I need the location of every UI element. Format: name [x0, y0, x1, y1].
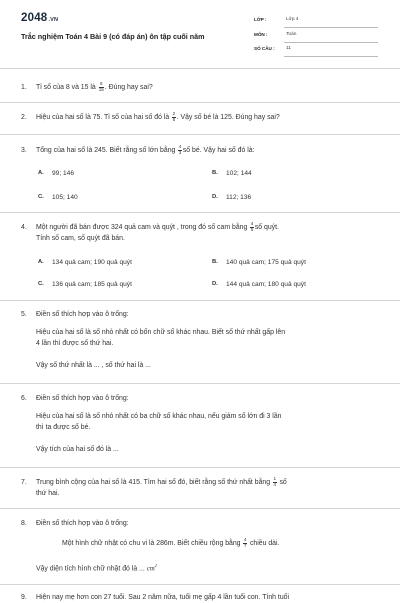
unit-exponent: 2: [154, 563, 157, 568]
text-part: Tỉ số của 8 và 15 là: [36, 84, 96, 91]
answer-blank-line[interactable]: [36, 560, 378, 574]
option-key: C.: [38, 281, 44, 287]
question-text: [36, 477, 381, 499]
fraction: [243, 538, 247, 548]
denominator: 7: [243, 542, 247, 548]
meta-value: Toán: [286, 32, 297, 37]
option-key: A.: [38, 259, 44, 265]
question-divider: [0, 300, 400, 301]
text-part: Vậy diện tích hình chữ nhật đó là ...: [36, 565, 145, 573]
fraction: [178, 145, 182, 155]
denominator: 5: [172, 116, 176, 122]
fraction: [99, 82, 104, 92]
numerator: 4: [243, 537, 247, 543]
question-number: 3.: [21, 147, 27, 154]
text-part: 4 lần thì được số thứ hai.: [36, 340, 114, 347]
question-divider: [0, 134, 400, 135]
meta-question-count: [254, 45, 378, 57]
question-body: [36, 327, 378, 349]
text-part: số bé. Vậy hai số đó là:: [182, 147, 255, 154]
option-text: 112; 136: [226, 194, 252, 201]
fraction: [273, 477, 277, 487]
numerator: 2: [172, 111, 176, 117]
meta-underline: [284, 56, 378, 57]
site-logo[interactable]: [21, 12, 58, 24]
question-text: [36, 145, 381, 156]
question-text: Hiện nay mẹ hơn con 27 tuổi. Sau 2 năm nữa, tuổi mẹ gấp 4 lần tuổi con. Tính tuổi: [36, 594, 290, 601]
question-number: 4.: [21, 224, 27, 231]
fraction: [250, 222, 254, 232]
question-text: Điền số thích hợp vào ô trống:: [36, 311, 129, 318]
answer-blank-line[interactable]: Vậy tích của hai số đó là ...: [36, 446, 119, 453]
text-part: . Vậy số bé là 125. Đúng hay sai?: [176, 114, 280, 121]
question-text: [36, 82, 381, 93]
question-body: [62, 538, 378, 549]
option-text: 144 quả cam; 180 quả quýt: [226, 281, 306, 288]
option-text: 102; 144: [226, 170, 252, 177]
meta-underline: [284, 42, 378, 43]
question-divider: [0, 467, 400, 468]
text-part: Một người đã bán được 324 quả cam và quýt , trong đó số cam bằng: [36, 224, 248, 231]
question-number: 7.: [21, 479, 27, 486]
question-divider: [0, 212, 400, 213]
text-part: Hiệu của hai số là số nhỏ nhất có bốn chữ số khác nhau. Biết số thứ nhất gấp lên: [36, 329, 286, 336]
numerator: 4: [178, 144, 182, 150]
option-key: B.: [212, 170, 218, 176]
meta-label: LỚP :: [254, 17, 267, 22]
numerator: 4: [250, 221, 254, 227]
logo-text: 2048: [21, 12, 48, 24]
question-text: Điền số thích hợp vào ô trống:: [36, 520, 129, 527]
text-part: Hiệu của hai số là số nhỏ nhất có ba chữ số khác nhau, nếu giảm số lớn đi 3 lần: [36, 413, 282, 420]
question-number: 2.: [21, 114, 27, 121]
meta-value: Lớp 4: [286, 17, 299, 22]
text-part: chiều dài.: [249, 540, 280, 547]
meta-class: [254, 16, 378, 28]
text-part: Tính số cam, số quýt đã bán.: [36, 235, 125, 242]
meta-label: MÔN :: [254, 32, 268, 37]
question-divider: [0, 383, 400, 384]
denominator: 4: [273, 481, 277, 487]
text-part: số: [279, 479, 287, 486]
question-text: [36, 112, 381, 123]
text-part: Trung bình cộng của hai số là 415. Tìm hai số đó, biết rằng số thứ nhất bằng: [36, 479, 271, 486]
logo-suffix: .VN: [48, 17, 59, 23]
option-key: D.: [212, 194, 218, 200]
question-divider: [0, 102, 400, 103]
text-part: Hiệu của hai số là 75. Tỉ số của hai số đó là: [36, 114, 170, 121]
text-part: thì ta được số bé.: [36, 424, 91, 431]
meta-subject: [254, 31, 378, 43]
question-divider: [0, 508, 400, 509]
answer-blank-line[interactable]: Vậy số thứ nhất là ... , số thứ hai là ...: [36, 362, 151, 369]
fraction: [172, 112, 176, 122]
meta-value: 11: [286, 46, 291, 51]
option-text: 134 quả cam; 190 quả quýt: [52, 259, 132, 266]
denominator: 5: [250, 226, 254, 232]
question-text: Điền số thích hợp vào ô trống:: [36, 395, 129, 402]
option-key: B.: [212, 259, 218, 265]
option-text: 140 quả cam; 175 quả quýt: [226, 259, 306, 266]
option-key: C.: [38, 194, 44, 200]
option-text: 99; 146: [52, 170, 74, 177]
text-part: số quýt.: [254, 224, 279, 231]
denominator: 15: [98, 86, 104, 92]
option-key: A.: [38, 170, 44, 176]
meta-label: SỐ CÂU :: [254, 46, 275, 51]
numerator: 8: [99, 81, 103, 87]
numerator: 1: [273, 476, 277, 482]
document-header: [0, 0, 400, 66]
meta-underline: [284, 27, 378, 28]
text-part: Một hình chữ nhật có chu vi là 286m. Biết chiều rộng bằng: [62, 540, 241, 547]
question-divider: [0, 584, 400, 585]
question-text: [36, 222, 381, 244]
header-divider: [0, 68, 400, 69]
denominator: 3: [178, 149, 182, 155]
text-part: Tổng của hai số là 245. Biết rằng số lớn bằng: [36, 147, 176, 154]
question-number: 9.: [21, 594, 27, 601]
text-part: thứ hai.: [36, 490, 60, 497]
text-part: . Đúng hay sai?: [104, 84, 153, 91]
question-number: 1.: [21, 84, 27, 91]
page-title: Trắc nghiệm Toán 4 Bài 9 (có đáp án) ôn tập cuối năm: [21, 32, 205, 41]
option-text: 105; 140: [52, 194, 78, 201]
question-body: [36, 411, 378, 433]
option-text: 136 quả cam; 185 quả quýt: [52, 281, 132, 288]
question-number: 6.: [21, 395, 27, 402]
unit-label: cm: [146, 565, 155, 573]
question-number: 5.: [21, 311, 27, 318]
question-number: 8.: [21, 520, 27, 527]
option-key: D.: [212, 281, 218, 287]
